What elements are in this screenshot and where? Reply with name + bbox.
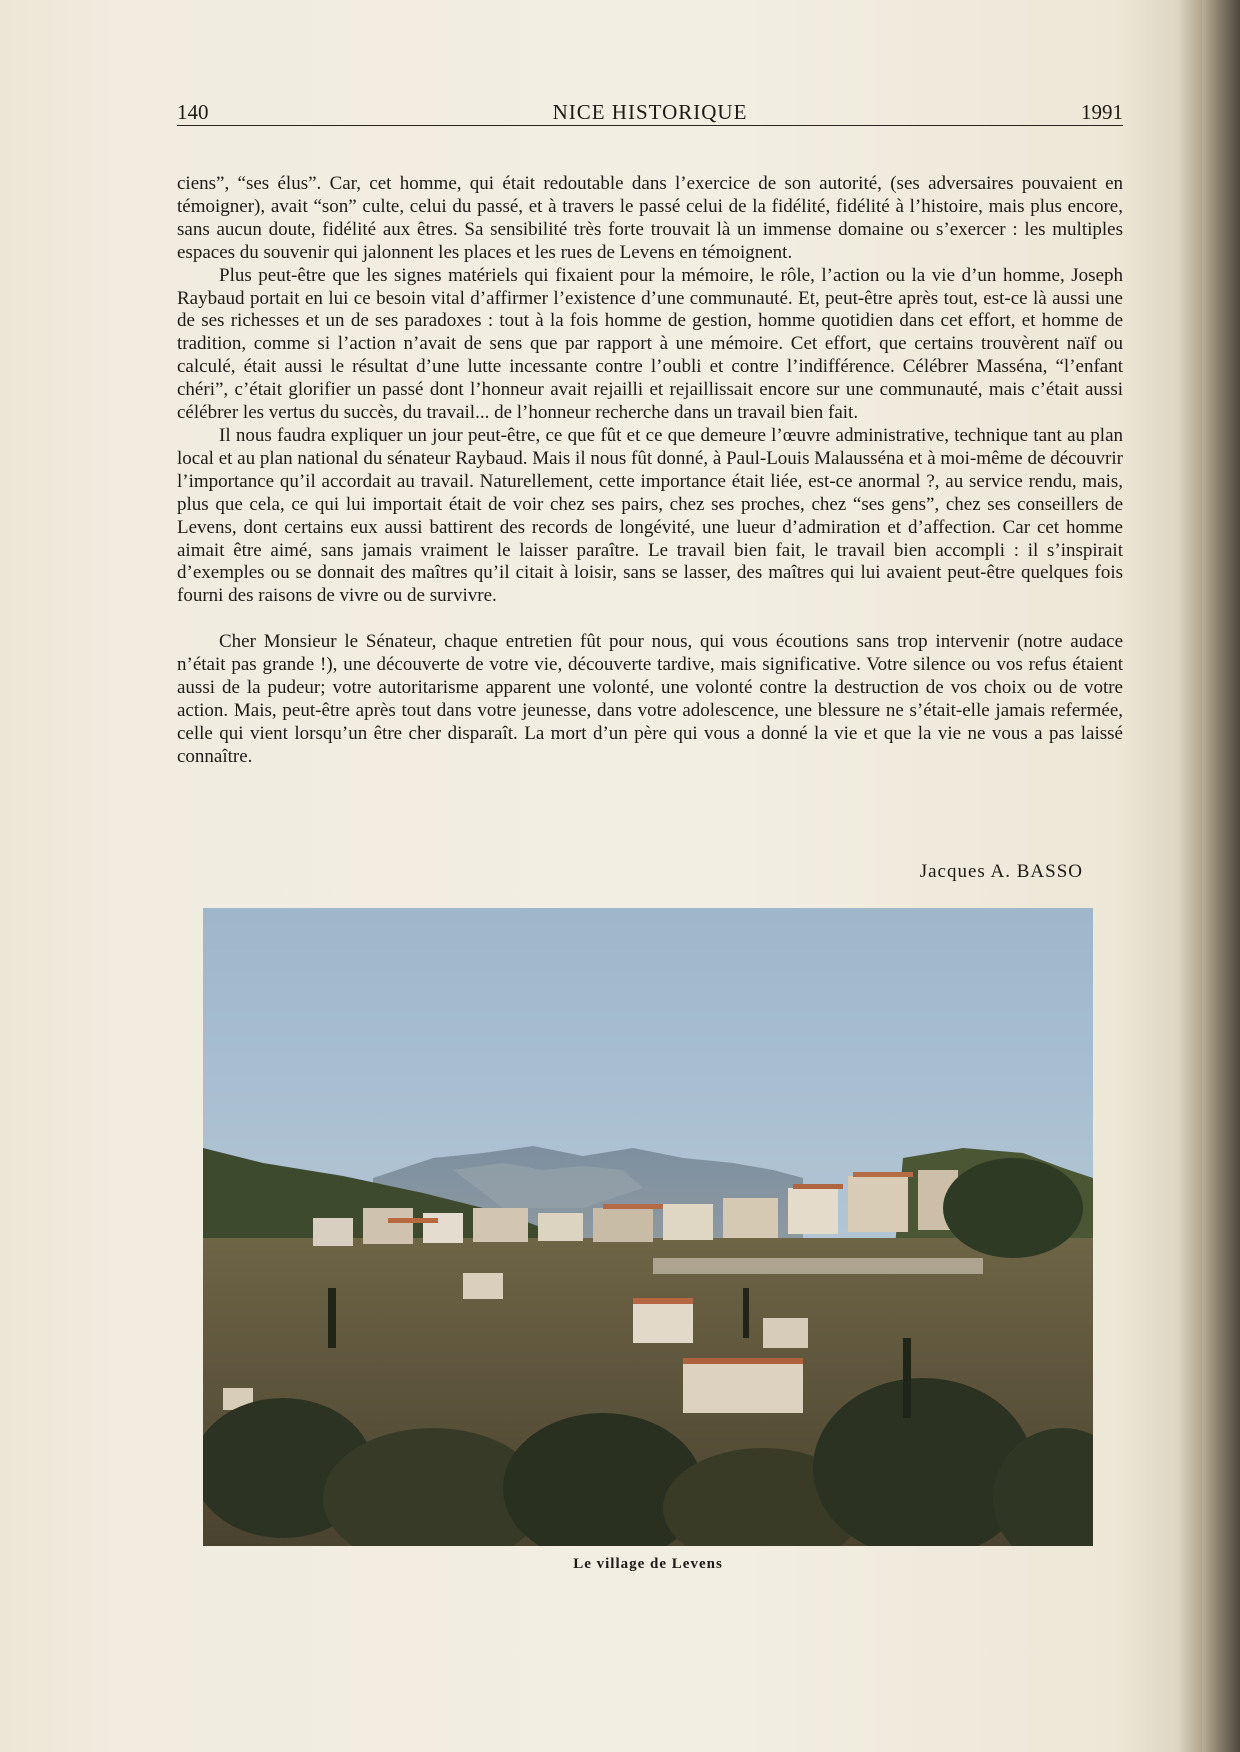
author-signature: Jacques A. BASSO <box>919 861 1083 882</box>
retaining-wall <box>653 1258 983 1274</box>
publication-year: 1991 <box>1081 100 1123 124</box>
paragraph-4: Cher Monsieur le Sénateur, chaque entretien fût pour nous, qui vous écoutions sans trop intervenir (notre audace n’était pas grande !), une découverte de votre vie, découverte tardive, mais significative. Votre silence ou vos refus étaient aussi de la pudeur; votre autoritarisme apparent une volonté, une volonté contre la destruction de vos choix ou de votre action. Mais, peut-être après tout dans votre jeunesse, dans votre adolescence, une blessure ne s’était-elle jamais refermée, celle qui vient lorsqu’un être cher disparaît. La mort d’un père qui vous a donné la vie et que la vie ne vous a pas laissé connaître. <box>177 631 1123 767</box>
page-number: 140 <box>177 100 209 124</box>
journal-title: NICE HISTORIQUE <box>552 100 748 124</box>
paragraph-3: Il nous faudra expliquer un jour peut-être, ce que fût et ce que demeure l’œuvre administrative, technique tant au plan local et au plan national du sénateur Raybaud. Mais il nous fût donné, à Paul-Louis Malausséna et à moi-même de découvrir l’importance qu’il accordait au travail. Naturellement, cette importance était liée, est-ce anormal ?, au service rendu, mais, plus que cela, ce qui lui importait était de voir chez ses pairs, chez ses proches, chez “ses gens”, chez ses conseillers de Levens, dont certains eux aussi battirent des records de longévité, une lueur d’admiration et d’affection. Car cet homme aimait être aimé, sans jamais vraiment le laisser paraître. Le travail bien fait, le travail bien accompli : il s’inspirait d’exemples ou se donnait des maîtres qu’il citait à loisir, sans se lasser, des maîtres qui lui avaient peut-être quelques fois fourni des raisons de vivre ou de survivre. <box>177 424 1123 607</box>
photo-caption: Le village de Levens <box>573 1556 723 1572</box>
book-spine <box>1202 0 1240 1752</box>
running-header <box>177 99 1123 126</box>
paragraph-1: ciens”, “ses élus”. Car, cet homme, qui était redoutable dans l’exercice de son autorité, (ses adversaires pouvaient en témoigner), avait “son” culte, celui du passé, et à travers le passé celui de la fidélité, fidélité à l’histoire, mais plus encore, sans aucun doute, fidélité aux êtres. Sa sensibilité très forte trouvait là un immense domaine ou s’exercer : les multiples espaces du souvenir qui jalonnent les places et les rues de Levens en témoignent. <box>177 173 1123 263</box>
article-body <box>177 173 1123 769</box>
village-photo <box>203 908 1093 1546</box>
paragraph-2: Plus peut-être que les signes matériels qui fixaient pour la mémoire, le rôle, l’action ou la vie d’un homme, Joseph Raybaud portait en lui ce besoin vital d’affirmer l’existence d’une communauté. Et, peut-être après tout, est-ce là aussi une de ses richesses et un de ses paradoxes : tout à la fois homme de gestion, homme quotidien dans cet effort, et homme de tradition, comme si l’action n’avait de sens que par rapport à une mémoire. Cet effort, que certains trouvèrent naïf ou calculé, était aussi le résultat d’une lutte incessante contre l’oubli et contre l’indifférence. Célébrer Masséna, “l’enfant chéri”, c’était glorifier un passé dont l’honneur avait rejailli et rejaillissait encore sur une communauté, mais c’était aussi célébrer les vertus du succès, du travail... de l’honneur recherche dans un travail bien fait. <box>177 264 1123 424</box>
